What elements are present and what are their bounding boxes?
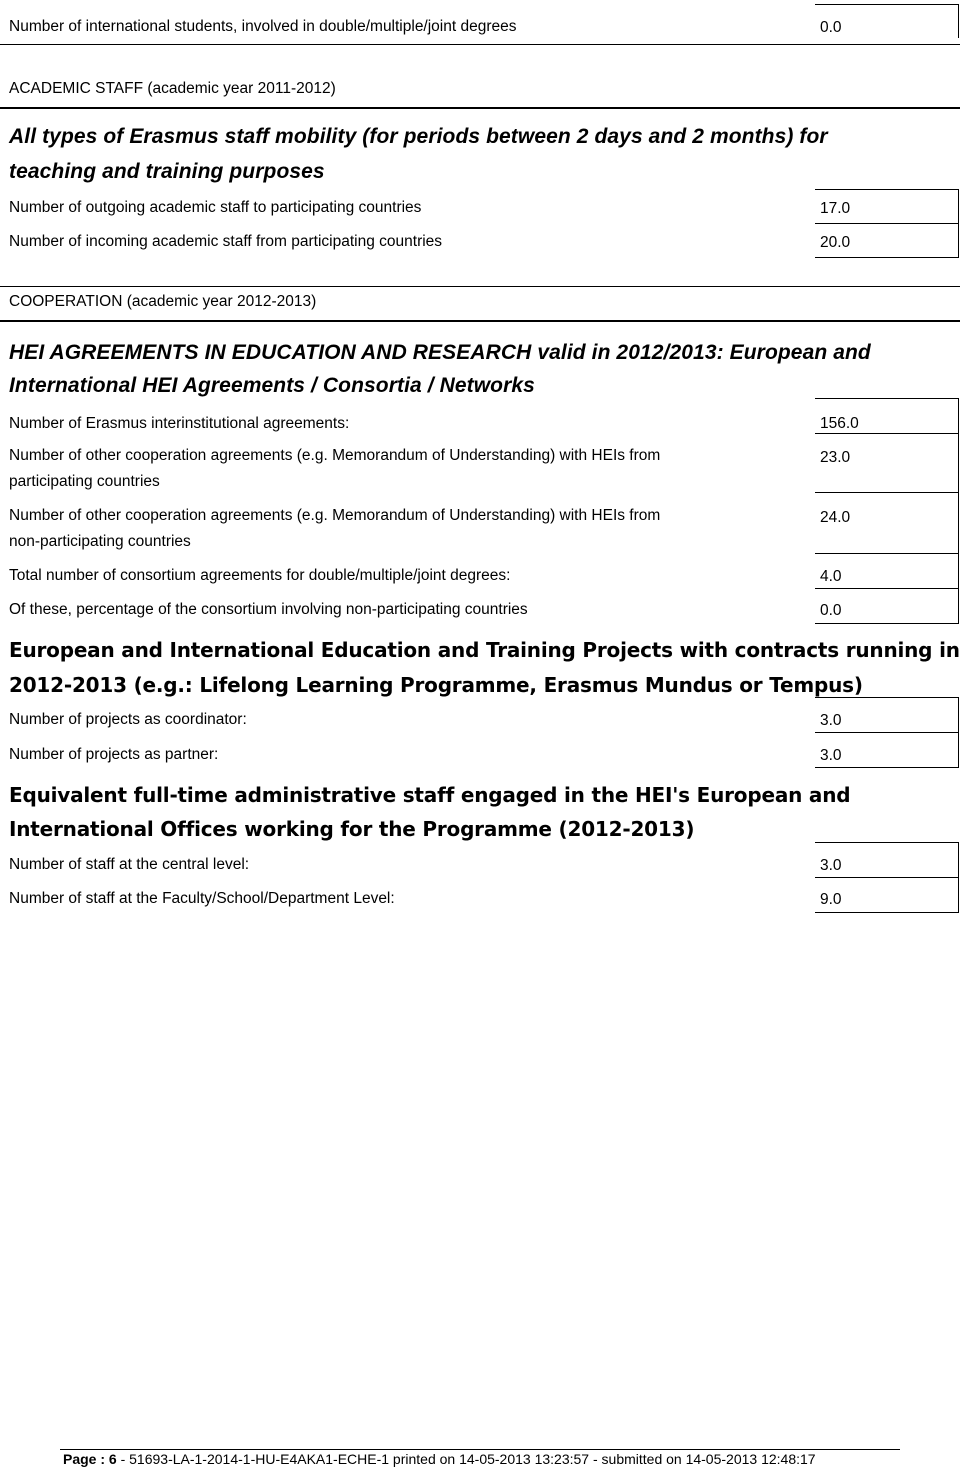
consortium-total-value: 4.0 — [815, 553, 959, 589]
footer-print-info: - 51693-LA-1-2014-1-HU-E4AKA1-ECHE-1 printed on 14-05-2013 13:23:57 - submitted on 14-05-2013 12:48:17 — [116, 1451, 816, 1467]
faculty-staff-value: 9.0 — [815, 877, 959, 913]
hei-agreements-heading-line1: HEI AGREEMENTS IN EDUCATION AND RESEARCH valid in 2012/2013: European and — [9, 341, 871, 364]
other-agreements-participating-label-line2: participating countries — [9, 473, 160, 490]
projects-heading-line2: 2012-2013 (e.g.: Lifelong Learning Programme, Erasmus Mundus or Tempus) — [9, 673, 863, 697]
central-staff-label: Number of staff at the central level: — [9, 856, 250, 873]
staff-mobility-heading-line2: teaching and training purposes — [9, 160, 325, 183]
admin-staff-heading-line2: International Offices working for the Programme (2012-2013) — [9, 817, 695, 841]
consortium-pct-label: Of these, percentage of the consortium involving non-participating countries — [9, 601, 528, 618]
incoming-staff-value: 20.0 — [815, 223, 959, 258]
faculty-staff-label: Number of staff at the Faculty/School/Department Level: — [9, 890, 395, 907]
staff-mobility-heading-line1: All types of Erasmus staff mobility (for periods between 2 days and 2 months) for — [9, 125, 828, 148]
other-agreements-participating-label-line1: Number of other cooperation agreements (e.g. Memorandum of Understanding) with HEIs from — [9, 447, 661, 464]
central-staff-value: 3.0 — [815, 842, 959, 878]
cooperation-divider-top — [0, 286, 960, 287]
intl-students-label: Number of international students, involved in double/multiple/joint degrees — [9, 18, 517, 35]
erasmus-agreements-value: 156.0 — [815, 398, 959, 434]
incoming-staff-label: Number of incoming academic staff from participating countries — [9, 233, 443, 250]
other-agreements-participating-value: 23.0 — [815, 433, 959, 493]
footer-text — [63, 1450, 816, 1468]
projects-partner-value: 3.0 — [815, 732, 959, 768]
intl-students-value: 0.0 — [815, 4, 959, 38]
other-agreements-nonparticipating-value: 24.0 — [815, 492, 959, 554]
other-agreements-nonparticipating-label-line2: non-participating countries — [9, 533, 191, 550]
footer-page-number: Page : 6 — [63, 1451, 117, 1467]
erasmus-agreements-label: Number of Erasmus interinstitutional agreements: — [9, 415, 350, 432]
cooperation-section-title: COOPERATION (academic year 2012-2013) — [9, 293, 317, 310]
projects-coordinator-value: 3.0 — [815, 697, 959, 733]
section-divider-top — [0, 44, 960, 45]
projects-heading-line1: European and International Education and Training Projects with contracts running in — [9, 638, 960, 662]
projects-partner-label: Number of projects as partner: — [9, 746, 219, 763]
other-agreements-nonparticipating-label-line1: Number of other cooperation agreements (e.g. Memorandum of Understanding) with HEIs from — [9, 507, 661, 524]
consortium-total-label: Total number of consortium agreements for double/multiple/joint degrees: — [9, 567, 511, 584]
admin-staff-heading-line1: Equivalent full-time administrative staff engaged in the HEI's European and — [9, 783, 851, 807]
hei-agreements-heading-line2: International HEI Agreements / Consortia / Networks — [9, 374, 535, 397]
consortium-pct-value: 0.0 — [815, 588, 959, 624]
academic-staff-section-title: ACADEMIC STAFF (academic year 2011-2012) — [9, 80, 336, 97]
cooperation-divider-bottom — [0, 320, 960, 322]
outgoing-staff-value: 17.0 — [815, 189, 959, 224]
projects-coordinator-label: Number of projects as coordinator: — [9, 711, 247, 728]
outgoing-staff-label: Number of outgoing academic staff to participating countries — [9, 199, 422, 216]
page-footer — [0, 1428, 960, 1468]
section-divider-bottom — [0, 107, 960, 109]
